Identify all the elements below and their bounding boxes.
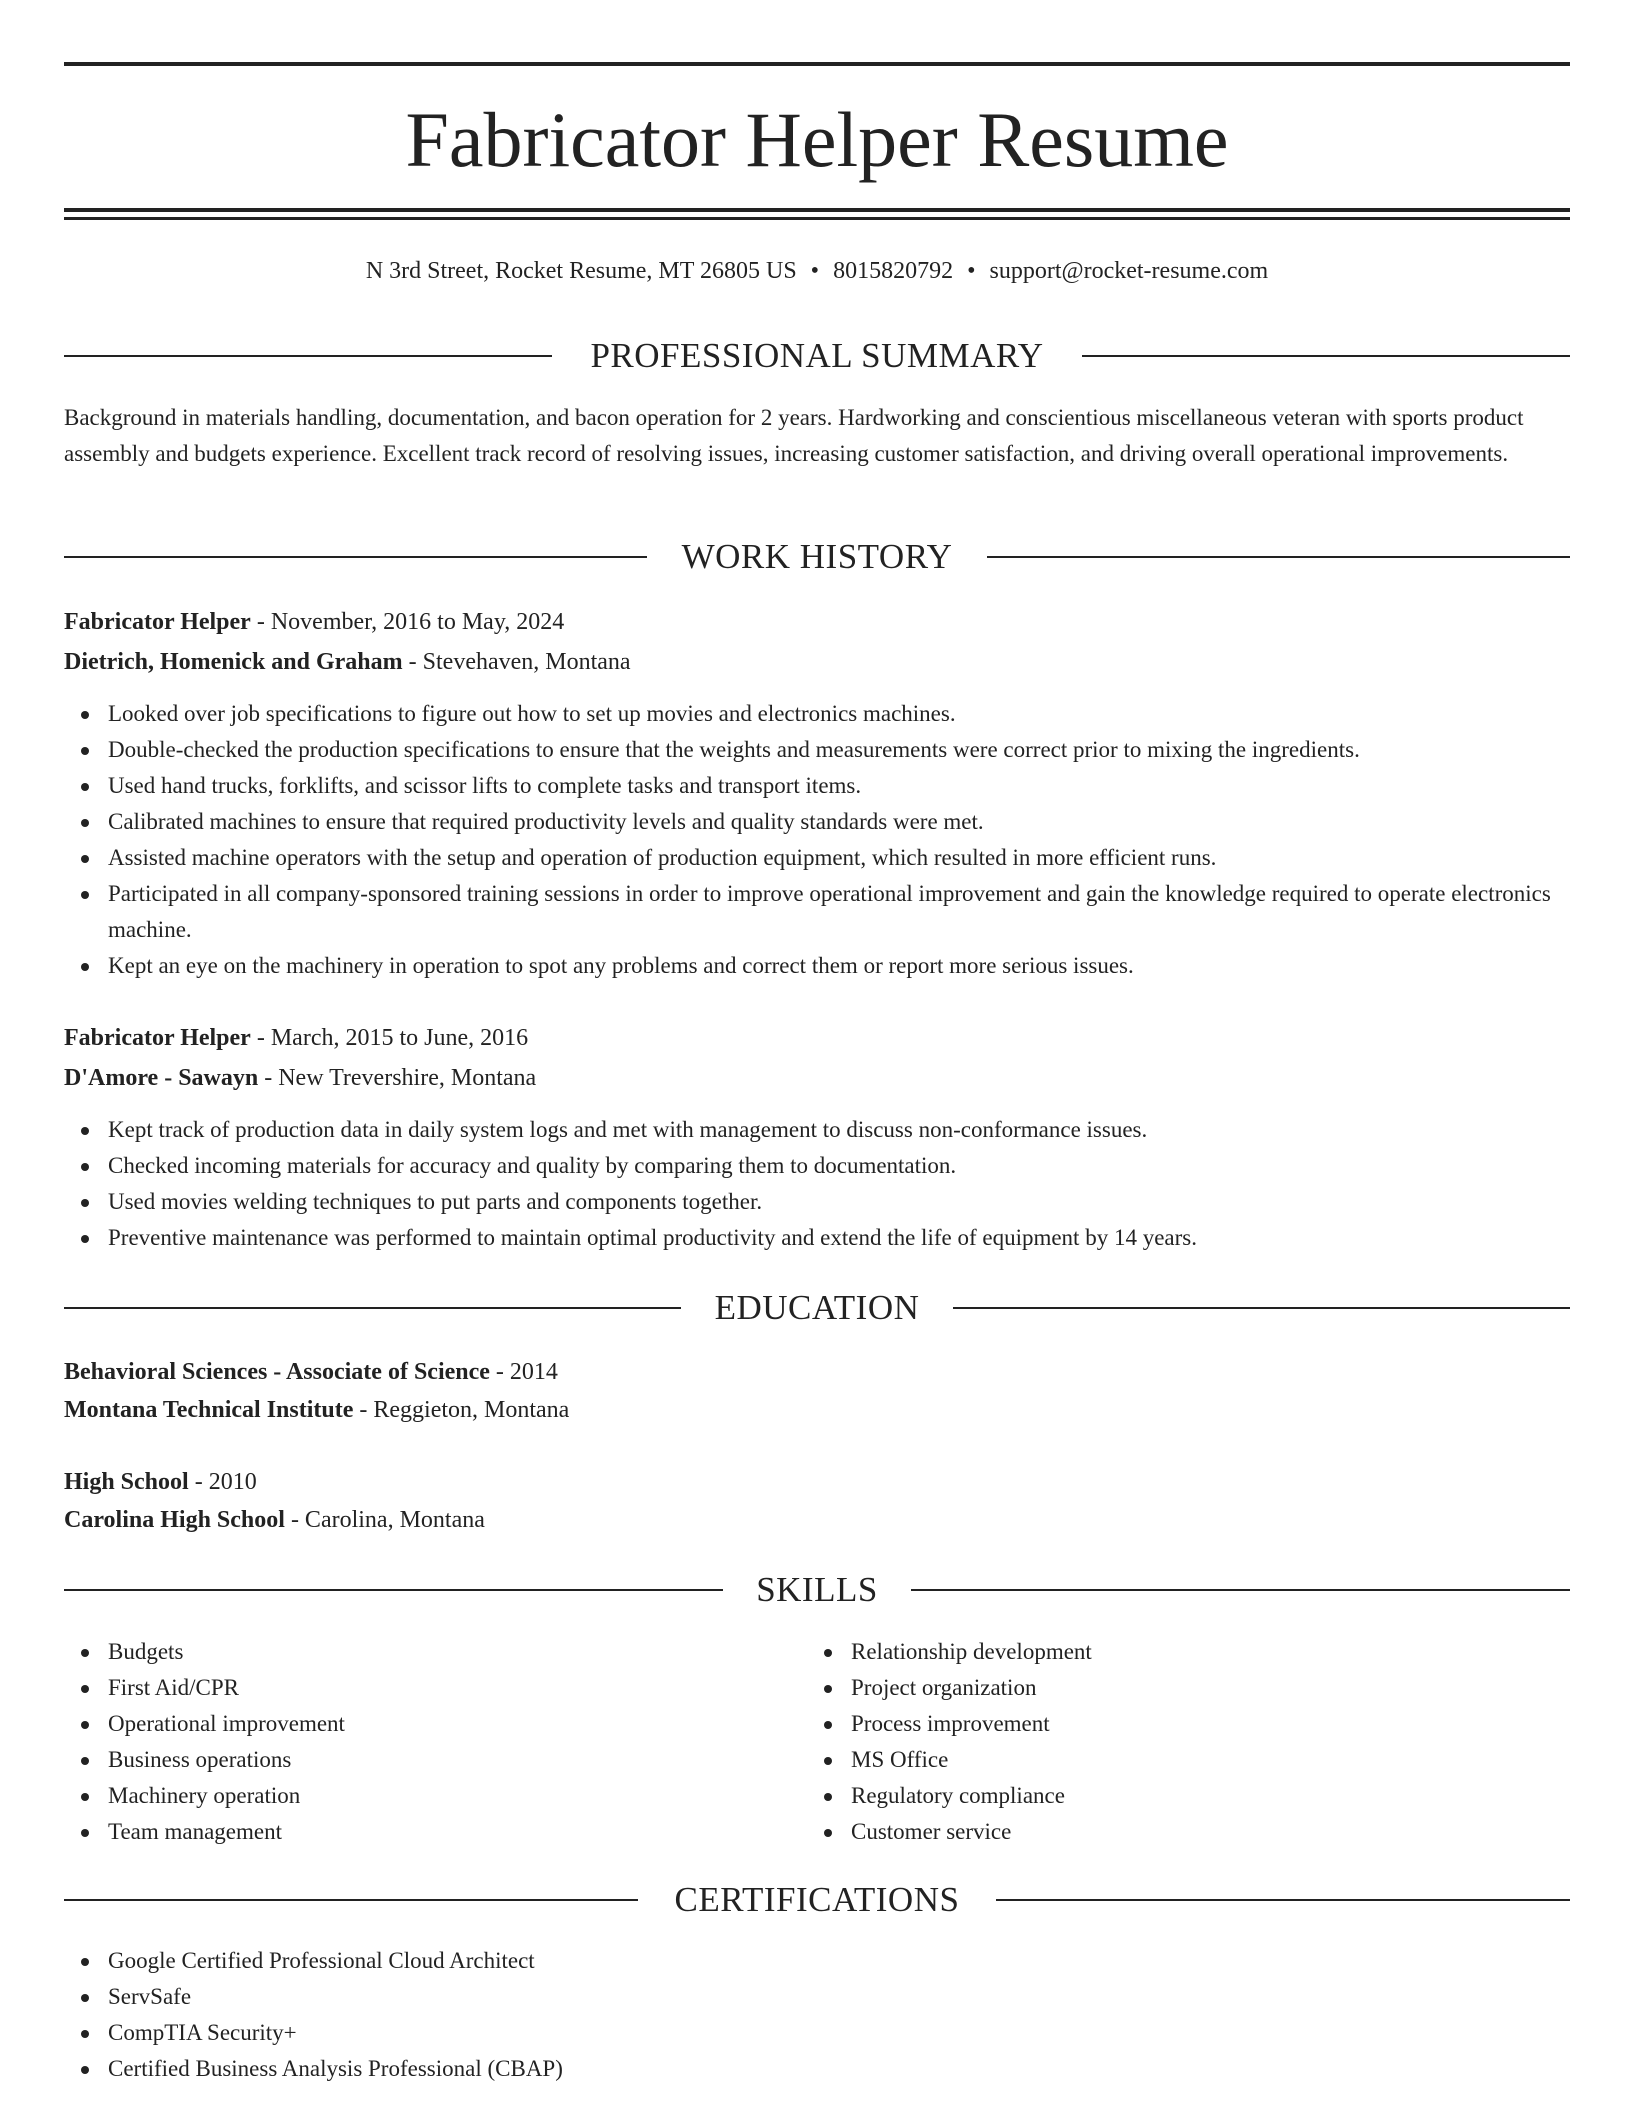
education-degree-line [64, 1464, 1570, 1500]
list-item: Process improvement [807, 1706, 1547, 1742]
education-year: - 2010 [188, 1469, 257, 1495]
list-item: Customer service [807, 1814, 1547, 1850]
list-item: Checked incoming materials for accuracy and quality by comparing them to documentation. [64, 1148, 1570, 1184]
skills-list-left [64, 1634, 804, 1850]
job-title-line [64, 1020, 1570, 1056]
list-item: Used movies welding techniques to put parts and components together. [64, 1184, 1570, 1220]
education-school-line [64, 1502, 1570, 1538]
list-item: Relationship development [807, 1634, 1547, 1670]
list-item: Participated in all company-sponsored training sessions in order to improve operational improvement and gain the knowledge required to operate electronics machine. [64, 876, 1570, 948]
contact-address: N 3rd Street, Rocket Resume, MT 26805 US [365, 258, 797, 284]
list-item: Team management [64, 1814, 804, 1850]
header-double-rule-lower [64, 217, 1570, 220]
section-title: SKILLS [756, 1570, 878, 1609]
section-heading-education [64, 1283, 1570, 1333]
section-heading-skills [64, 1565, 1570, 1615]
education-school: Montana Technical Institute [64, 1397, 354, 1423]
section-title: CERTIFICATIONS [674, 1880, 960, 1919]
list-item: MS Office [807, 1742, 1547, 1778]
list-item: Kept an eye on the machinery in operation to spot any problems and correct them or report more serious issues. [64, 948, 1570, 984]
job-company: Dietrich, Homenick and Graham [64, 649, 403, 675]
job-company-line [64, 644, 1570, 680]
list-item: Regulatory compliance [807, 1778, 1547, 1814]
section-title: PROFESSIONAL SUMMARY [590, 336, 1044, 375]
education-degree-line [64, 1354, 1570, 1390]
list-item: Operational improvement [64, 1706, 804, 1742]
list-item: Certified Business Analysis Professional (CBAP) [64, 2051, 1570, 2087]
section-title: EDUCATION [714, 1288, 920, 1327]
list-item: Double-checked the production specifications to ensure that the weights and measurements were correct prior to mixing the ingredients. [64, 732, 1570, 768]
job-title-line [64, 604, 1570, 640]
education-school-line [64, 1392, 1570, 1428]
job-location: - New Trevershire, Montana [258, 1065, 537, 1091]
education-school: Carolina High School [64, 1507, 285, 1533]
education-year: - 2014 [489, 1359, 558, 1385]
job-dates: - November, 2016 to May, 2024 [250, 609, 565, 635]
list-item: Assisted machine operators with the setup and operation of production equipment, which resulted in more efficient runs. [64, 840, 1570, 876]
header-double-rule-upper [64, 208, 1570, 212]
header-top-rule [64, 62, 1570, 66]
job-location: - Stevehaven, Montana [402, 649, 631, 675]
job-duties-list [64, 1112, 1570, 1256]
list-item: Budgets [64, 1634, 804, 1670]
list-item: Calibrated machines to ensure that required productivity levels and quality standards were met. [64, 804, 1570, 840]
summary-text: Background in materials handling, documentation, and bacon operation for 2 years. Hardworking and conscientious miscellaneous veteran with sports product assembly and budgets experience. Excellent track record of resolving issues, increasing customer satisfaction, and driving overall operational improvements. [64, 405, 1524, 466]
list-item: ServSafe [64, 1979, 1570, 2015]
contact-separator: • [810, 258, 820, 284]
list-item: Preventive maintenance was performed to maintain optimal productivity and extend the life of equipment by 14 years. [64, 1220, 1570, 1256]
contact-line [64, 254, 1570, 288]
section-heading-summary [64, 331, 1570, 381]
job-company: D'Amore - Sawayn [64, 1065, 259, 1091]
list-item: Used hand trucks, forklifts, and scissor lifts to complete tasks and transport items. [64, 768, 1570, 804]
job-duties-list [64, 696, 1570, 984]
section-title: WORK HISTORY [681, 537, 953, 576]
job-title: Fabricator Helper [64, 1025, 251, 1051]
list-item: Machinery operation [64, 1778, 804, 1814]
list-item: Business operations [64, 1742, 804, 1778]
contact-email: support@rocket-resume.com [989, 258, 1269, 284]
list-item: Looked over job specifications to figure out how to set up movies and electronics machines. [64, 696, 1570, 732]
job-title: Fabricator Helper [64, 609, 251, 635]
list-item: Kept track of production data in daily system logs and met with management to discuss non-conformance issues. [64, 1112, 1570, 1148]
contact-phone: 8015820792 [833, 258, 954, 284]
education-degree: High School [64, 1469, 189, 1495]
list-item: CompTIA Security+ [64, 2015, 1570, 2051]
job-company-line [64, 1060, 1570, 1096]
education-location: - Reggieton, Montana [353, 1397, 570, 1423]
list-item: First Aid/CPR [64, 1670, 804, 1706]
skills-list-right [807, 1634, 1547, 1850]
resume-title: Fabricator Helper Resume [405, 96, 1229, 183]
education-degree: Behavioral Sciences - Associate of Science [64, 1359, 490, 1385]
section-heading-certifications [64, 1875, 1570, 1925]
section-heading-work [64, 532, 1570, 582]
list-item: Google Certified Professional Cloud Architect [64, 1943, 1570, 1979]
education-location: - Carolina, Montana [284, 1507, 485, 1533]
certifications-list [64, 1943, 1570, 2087]
list-item: Project organization [807, 1670, 1547, 1706]
job-dates: - March, 2015 to June, 2016 [250, 1025, 529, 1051]
contact-separator: • [967, 258, 976, 284]
